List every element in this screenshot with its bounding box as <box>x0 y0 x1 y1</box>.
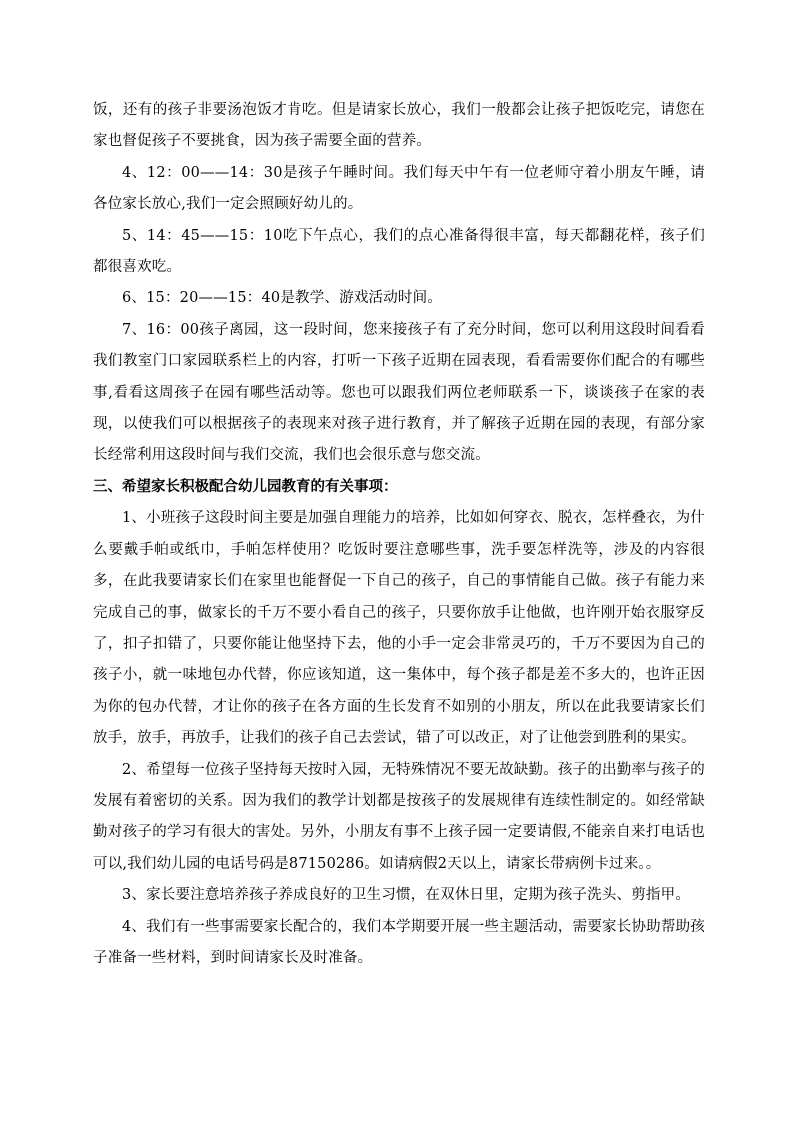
schedule-item-7: 7、16：00孩子离园，这一段时间，您来接孩子有了充分时间，您可以利用这段时间看看我们教室门口家园联系栏上的内容，打听一下孩子近期在园表现，看看需要你们配合的有哪些事,看看这周孩子在园有哪些活动等。您也可以跟我们两位老师联系一下，谈谈孩子在家的表现，以使我们可以根据孩子的表现来对孩子进行教育，并了解孩子近期在园的表现，有部分家长经常利用这段时间与我们交流，我们也会很乐意与您交流。 <box>93 321 705 464</box>
cooperation-item-4: 4、我们有一些事需要家长配合的，我们本学期要开展一些主题活动，需要家长协助帮助孩子准备一些材料，到时间请家长及时准备。 <box>93 918 705 966</box>
schedule-item-6: 6、15：20——15：40是教学、游戏活动时间。 <box>122 290 443 307</box>
document-page <box>93 95 705 974</box>
schedule-item-4: 4、12：00——14：30是孩子午睡时间。我们每天中午有一位老师守着小朋友午睡，请各位家长放心,我们一定会照顾好幼儿的。 <box>93 164 705 213</box>
cooperation-item-1: 1、小班孩子这段时间主要是加强自理能力的培养，比如如何穿衣、脱衣，怎样叠衣，为什么要戴手帕或纸巾，手帕怎样使用？吃饭时要注意哪些事，洗手要怎样洗等，涉及的内容很多，在此我要请家长们在家里也能督促一下自己的孩子，自己的事情能自己做。孩子有能力来完成自己的事，做家长的千万不要小看自己的孩子，只要你放手让他做，也许刚开始衣服穿反了，扣子扣错了，只要你能让他坚持下去，他的小手一定会非常灵巧的，千万不要因为自己的孩子小，就一味地包办代替，你应该知道，这一集体中，每个孩子都是差不多大的，也许正因为你的包办代替，才让你的孩子在各方面的生长发育不如别的小朋友，所以在此我要请家长们放手，放手，再放手，让我们的孩子自己去尝试，错了可以改正，对了让他尝到胜利的果实。 <box>93 510 705 747</box>
section-heading: 三、希望家长积极配合幼儿园教育的有关事项： <box>93 478 398 495</box>
schedule-item-5: 5、14：45——15：10吃下午点心，我们的点心准备得很丰富，每天都翻花样，孩子们都很喜欢吃。 <box>93 227 705 276</box>
paragraph-continued: 饭，还有的孩子非要汤泡饭才肯吃。但是请家长放心，我们一般都会让孩子把饭吃完，请您在家也督促孩子不要挑食，因为孩子需要全面的营养。 <box>93 102 705 150</box>
cooperation-item-2: 2、希望每一位孩子坚持每天按时入园，无特殊情况不要无故缺勤。孩子的出勤率与孩子的发展有着密切的关系。因为我们的教学计划都是按孩子的发展规律有连续性制定的。如经常缺勤对孩子的学习有很大的害处。另外，小朋友有事不上孩子园一定要请假,不能亲自来打电话也可以,我们幼儿园的电话号码是87150286。如请病假2天以上，请家长带病例卡过来。。 <box>93 761 705 872</box>
cooperation-item-3: 3、家长要注意培养孩子养成良好的卫生习惯，在双休日里，定期为孩子洗头、剪指甲。 <box>122 887 691 904</box>
